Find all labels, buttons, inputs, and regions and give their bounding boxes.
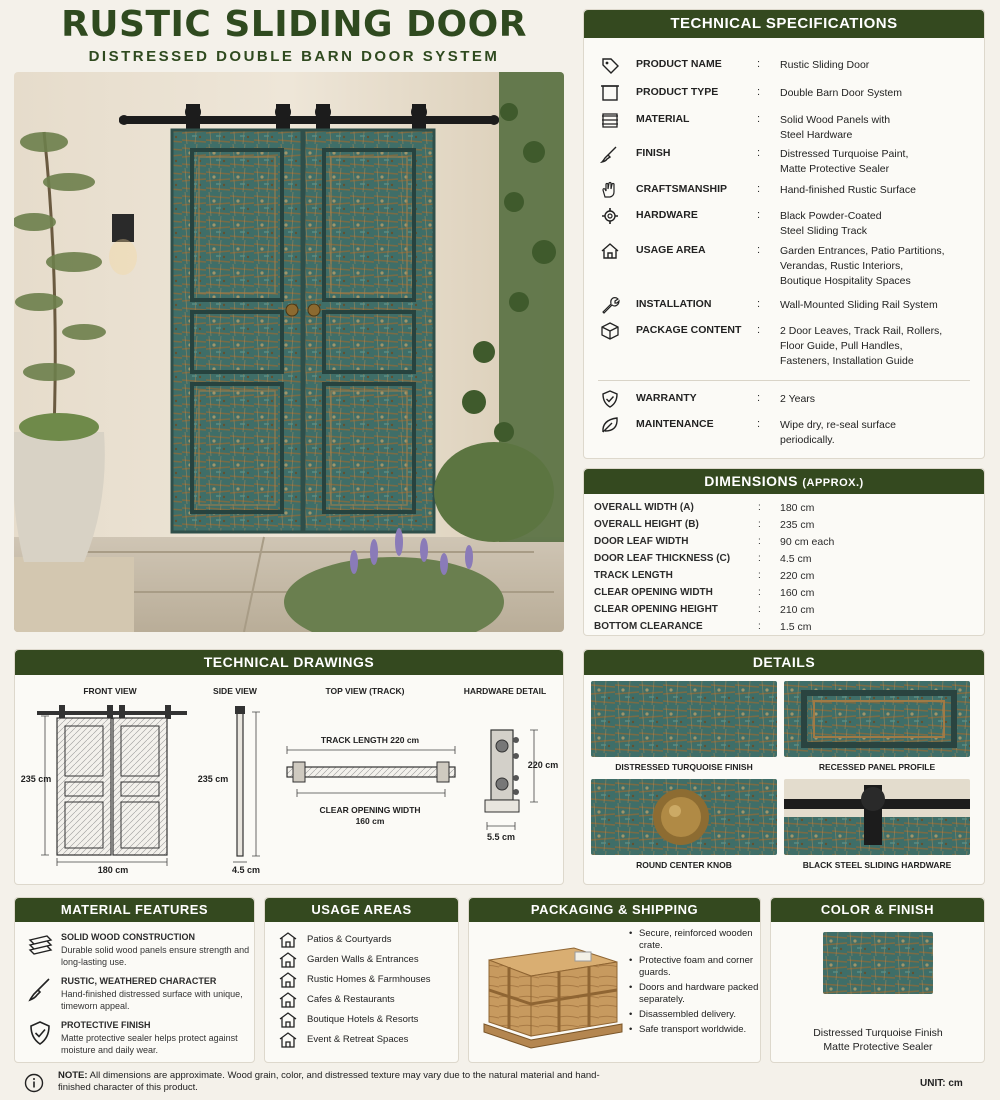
dimension-row [584, 604, 984, 621]
detail-caption: RECESSED PANEL PROFILE [818, 762, 936, 772]
usage-areas-heading: USAGE AREAS [265, 898, 458, 922]
building-icon [279, 952, 297, 968]
packaging-item: • Doors and hardware packed separately. [629, 982, 764, 1006]
dimension-key: DOOR LEAF THICKNESS (C) [594, 553, 731, 564]
side-height-label: 235 cm [197, 774, 229, 784]
detail-image-panel [784, 681, 970, 757]
finish-swatch [823, 932, 933, 994]
brush-icon [27, 976, 53, 1002]
dimension-colon: : [758, 553, 761, 564]
packaging-heading: PACKAGING & SHIPPING [469, 898, 760, 922]
detail-caption: BLACK STEEL SLIDING HARDWARE [802, 860, 952, 870]
dimension-colon: : [758, 570, 761, 581]
dimension-key: DOOR LEAF WIDTH [594, 536, 689, 547]
spec-colon: : [757, 113, 761, 125]
page-subtitle: DISTRESSED DOUBLE BARN DOOR SYSTEM [88, 48, 500, 65]
dimension-row [584, 587, 984, 604]
spec-colon: : [757, 58, 761, 70]
spec-colon: : [757, 418, 761, 430]
dimension-row [584, 553, 984, 570]
spec-value: Garden Entrances, Patio Partitions, Verandas, Rustic Interiors, Boutique Hospitality Spaces [780, 245, 945, 287]
specifications-heading: TECHNICAL SPECIFICATIONS [584, 10, 984, 38]
finish-line-1: Distressed Turquoise Finish [813, 1027, 943, 1039]
building-icon [279, 932, 297, 948]
usage-area-label: Event & Retreat Spaces [307, 1034, 409, 1045]
planks-icon [27, 932, 53, 958]
dimensions-panel [583, 468, 985, 636]
dimension-value: 210 cm [780, 604, 815, 616]
wrench-icon [600, 296, 620, 314]
finish-line-2: Matte Protective Sealer [823, 1041, 933, 1053]
hand-icon [600, 181, 620, 199]
usage-area-label: Boutique Hotels & Resorts [307, 1014, 419, 1025]
dimension-value: 4.5 cm [780, 553, 812, 565]
top-view-label: TOP VIEW (TRACK) [325, 686, 405, 696]
spec-colon: : [757, 244, 761, 256]
packaging-list [629, 928, 764, 1039]
spec-colon: : [757, 392, 761, 404]
spec-divider [598, 380, 970, 381]
spec-value: Distressed Turquoise Paint, Matte Protective Sealer [780, 148, 909, 175]
hardware-width-label: 5.5 cm [486, 832, 516, 842]
building-icon [279, 992, 297, 1008]
building-icon [279, 1012, 297, 1028]
dimension-key: OVERALL HEIGHT (B) [594, 519, 699, 530]
spec-key: FINISH [636, 147, 671, 159]
dimension-value: 220 cm [780, 570, 815, 582]
color-finish-panel [770, 897, 985, 1063]
spec-value: Hand-finished Rustic Surface [780, 184, 916, 196]
usage-area-item [279, 972, 459, 988]
brush-icon [600, 145, 620, 163]
hardware-height-label: 220 cm [527, 760, 559, 770]
usage-area-item [279, 1032, 459, 1048]
dimension-value: 235 cm [780, 519, 815, 531]
dimension-row [584, 570, 984, 587]
dimension-colon: : [758, 587, 761, 598]
material-feature-title: SOLID WOOD CONSTRUCTION [61, 932, 195, 942]
packaging-item: • Secure, reinforced wooden crate. [629, 928, 764, 952]
note-text: All dimensions are approximate. Wood grain, color, and distressed texture may vary due to the natural material and hand-finished character of this product. [58, 1070, 600, 1093]
packaging-item: • Safe transport worldwide. [629, 1024, 764, 1036]
dimension-colon: : [758, 604, 761, 615]
shield-check-icon [27, 1020, 53, 1046]
dimension-colon: : [758, 502, 761, 513]
material-features-heading: MATERIAL FEATURES [15, 898, 254, 922]
dimension-row [584, 519, 984, 536]
dimensions-heading [584, 469, 984, 494]
spec-value: Rustic Sliding Door [780, 59, 870, 71]
box-icon [600, 322, 620, 340]
spec-value: Wall-Mounted Sliding Rail System [780, 299, 938, 311]
technical-drawings-panel [14, 649, 564, 885]
dimension-key: CLEAR OPENING WIDTH [594, 587, 713, 598]
dimension-colon: : [758, 519, 761, 530]
dimensions-heading-suffix: (APPROX.) [802, 477, 864, 489]
front-view-label: FRONT VIEW [83, 686, 137, 696]
page-title: RUSTIC SLIDING DOOR [61, 4, 527, 45]
tag-icon [600, 56, 620, 74]
side-view-label: SIDE VIEW [213, 686, 257, 696]
spec-value: Wipe dry, re-seal surface periodically. [780, 419, 896, 446]
usage-areas-panel [264, 897, 459, 1063]
material-features-panel [14, 897, 255, 1063]
spec-colon: : [757, 324, 761, 336]
dimension-row [584, 536, 984, 553]
unit-label: UNIT: cm [920, 1078, 963, 1089]
material-feature-desc: Hand-finished distressed surface with unique, timeworn appeal. [61, 989, 243, 1011]
usage-area-label: Rustic Homes & Farmhouses [307, 974, 431, 985]
building-icon [279, 1032, 297, 1048]
dimension-value: 160 cm [780, 587, 815, 599]
usage-area-item [279, 1012, 459, 1028]
packaging-item: • Protective foam and corner guards. [629, 955, 764, 979]
packaging-item: • Disassembled delivery. [629, 1009, 764, 1021]
side-thickness-label: 4.5 cm [231, 865, 261, 875]
spec-key: MATERIAL [636, 113, 690, 125]
dimension-value: 90 cm each [780, 536, 835, 548]
spec-value: Black Powder-Coated Steel Sliding Track [780, 210, 882, 237]
dimension-key: CLEAR OPENING HEIGHT [594, 604, 718, 615]
color-finish-heading: COLOR & FINISH [771, 898, 984, 922]
detail-image-hardware [784, 779, 970, 855]
info-icon [24, 1073, 44, 1093]
spec-colon: : [757, 147, 761, 159]
spec-value: 2 Door Leaves, Track Rail, Rollers, Floor Guide, Pull Handles, Fasteners, Installation Guide [780, 325, 943, 367]
planks-icon [600, 111, 620, 129]
front-width-label: 180 cm [97, 865, 129, 875]
detail-image-knob [591, 779, 777, 855]
detail-image-finish [591, 681, 777, 757]
dimension-key: TRACK LENGTH [594, 570, 673, 581]
spec-key: PRODUCT NAME [636, 58, 722, 70]
spec-value: 2 Years [780, 393, 816, 405]
spec-key: INSTALLATION [636, 298, 712, 310]
spec-colon: : [757, 86, 761, 98]
usage-area-item [279, 932, 459, 948]
spec-colon: : [757, 183, 761, 195]
gear-icon [600, 207, 620, 225]
spec-key: MAINTENANCE [636, 418, 714, 430]
dimension-colon: : [758, 621, 761, 632]
usage-area-item [279, 992, 459, 1008]
spec-key: PACKAGE CONTENT [636, 324, 742, 336]
dimension-colon: : [758, 536, 761, 547]
hardware-detail-label: HARDWARE DETAIL [463, 686, 547, 696]
spec-key: WARRANTY [636, 392, 697, 404]
spec-value: Double Barn Door System [780, 87, 902, 99]
detail-caption: ROUND CENTER KNOB [636, 860, 732, 870]
dimension-key: BOTTOM CLEARANCE [594, 621, 703, 632]
dimension-value: 180 cm [780, 502, 815, 514]
dimensions-heading-text: DIMENSIONS [704, 473, 798, 489]
door-frame-icon [600, 84, 620, 102]
spec-key: HARDWARE [636, 209, 698, 221]
dimension-value: 1.5 cm [780, 621, 812, 633]
spec-value: Solid Wood Panels with Steel Hardware [780, 114, 891, 141]
note-label: NOTE: [58, 1070, 88, 1081]
shield-check-icon [600, 390, 620, 408]
usage-area-label: Garden Walls & Entrances [307, 954, 419, 965]
usage-area-item [279, 952, 459, 968]
spec-key: CRAFTSMANSHIP [636, 183, 727, 195]
material-feature-desc: Durable solid wood panels ensure strength and long-lasting use. [61, 945, 250, 967]
dimension-row [584, 502, 984, 519]
material-feature-title: PROTECTIVE FINISH [61, 1020, 151, 1030]
clear-opening-value: 160 cm [355, 816, 385, 826]
dimension-row [584, 621, 984, 638]
track-length-label: TRACK LENGTH 220 cm [320, 735, 420, 745]
leaf-icon [600, 416, 620, 434]
usage-area-label: Cafes & Restaurants [307, 994, 395, 1005]
clear-opening-label: CLEAR OPENING WIDTH [319, 805, 421, 815]
house-icon [600, 242, 620, 260]
usage-area-label: Patios & Courtyards [307, 934, 392, 945]
spec-key: PRODUCT TYPE [636, 86, 719, 98]
details-panel [583, 649, 985, 885]
spec-colon: : [757, 209, 761, 221]
material-feature-desc: Matte protective sealer helps protect against moisture and daily wear. [61, 1033, 238, 1055]
packaging-panel [468, 897, 761, 1063]
dimension-key: OVERALL WIDTH (A) [594, 502, 694, 513]
material-feature-title: RUSTIC, WEATHERED CHARACTER [61, 976, 217, 986]
spec-colon: : [757, 298, 761, 310]
front-height-label: 235 cm [20, 774, 52, 784]
technical-drawings-heading: TECHNICAL DRAWINGS [15, 650, 563, 675]
building-icon [279, 972, 297, 988]
footer-note [58, 1070, 618, 1094]
spec-key: USAGE AREA [636, 244, 706, 256]
technical-drawings-sketch [15, 650, 565, 886]
details-heading: DETAILS [584, 650, 984, 675]
hero-photo [14, 72, 564, 632]
wooden-crate-image [479, 932, 624, 1052]
specifications-panel [583, 9, 985, 459]
detail-caption: DISTRESSED TURQUOISE FINISH [615, 762, 753, 772]
